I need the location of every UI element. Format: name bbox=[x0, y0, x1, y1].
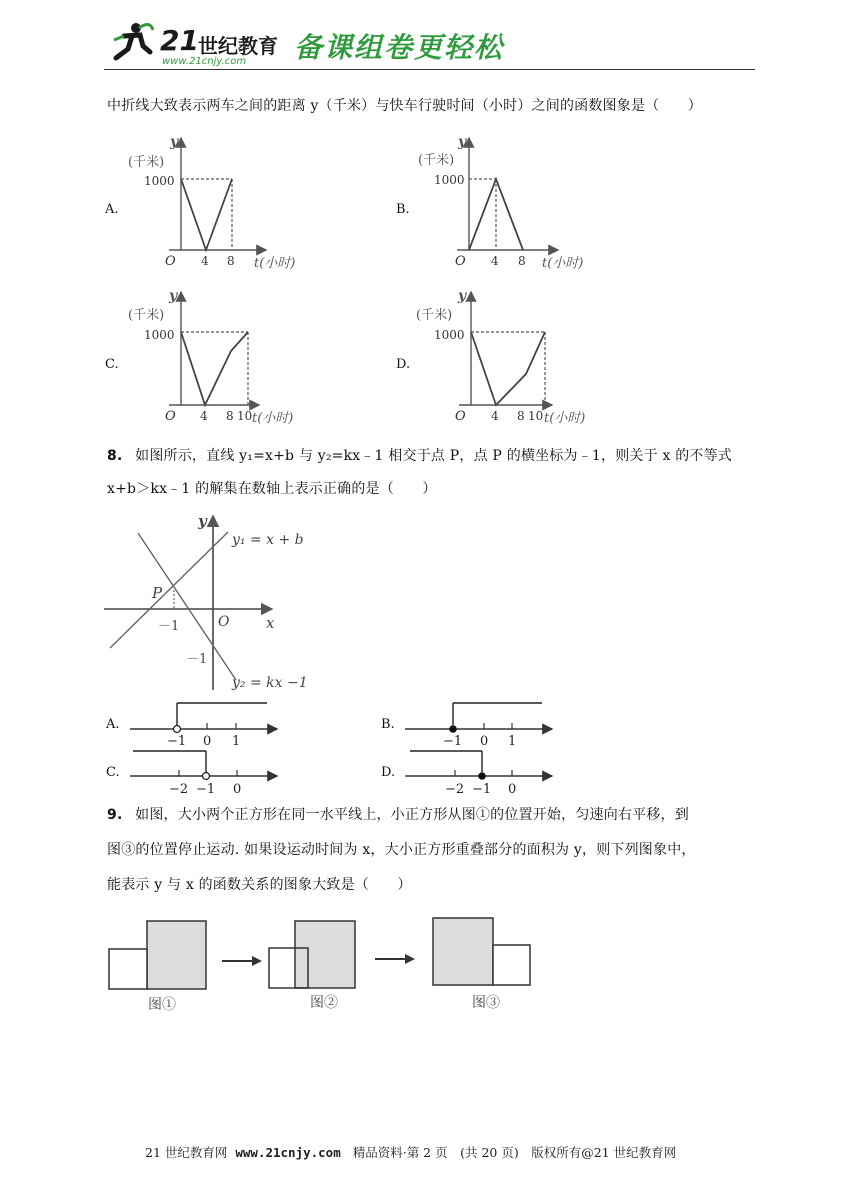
q8-numberline-b bbox=[400, 697, 560, 749]
q8-option-label: D. bbox=[381, 765, 396, 780]
x-axis-label: t(小时) bbox=[544, 411, 586, 426]
question-number: 9. bbox=[107, 807, 123, 823]
figure-caption: 图① bbox=[148, 997, 176, 1013]
tick-label: −1 bbox=[167, 734, 187, 749]
y-axis-label: y bbox=[198, 512, 207, 530]
q8-figure bbox=[100, 508, 320, 694]
q9-line-2: 图③的位置停止运动. 如果设运动时间为 x，大小正方形重叠部分的面积为 y，则下列图象中， bbox=[107, 842, 696, 858]
footer-url[interactable]: www.21cnjy.com bbox=[235, 1145, 341, 1160]
tick-label: −1 bbox=[472, 782, 492, 797]
x-tick-label: 4 bbox=[491, 254, 499, 268]
x-axis-label: t(小时) bbox=[254, 256, 296, 271]
q8-numberline-a bbox=[125, 697, 285, 749]
figure-caption: 图② bbox=[310, 995, 338, 1011]
footer-page-info: 精品资料·第 2 页 (共 20 页) 版权所有@21 世纪教育网 bbox=[352, 1145, 677, 1160]
logo-number: 21 bbox=[160, 24, 199, 57]
y-unit-label: (千米) bbox=[418, 153, 455, 168]
origin-label: O bbox=[165, 409, 176, 424]
header-rule bbox=[104, 69, 755, 70]
y-unit-label: (千米) bbox=[416, 308, 453, 323]
y-tick-label: 1000 bbox=[144, 174, 175, 188]
q8-option-label: B. bbox=[381, 717, 395, 732]
q8-numberline-c bbox=[125, 746, 285, 798]
y-unit-label: (千米) bbox=[128, 155, 165, 170]
q7-graph-c bbox=[124, 284, 314, 430]
y-unit-label: (千米) bbox=[128, 308, 165, 323]
y-tick-label: 1000 bbox=[434, 173, 465, 187]
q9-figure bbox=[100, 910, 550, 1020]
figure-caption: 图③ bbox=[472, 995, 500, 1011]
x-axis-label: x bbox=[266, 614, 275, 632]
tick-label: −1 bbox=[196, 782, 216, 797]
line1-label: y₁ = x + b bbox=[232, 532, 304, 548]
tick-label: −2 bbox=[445, 782, 465, 797]
line2-label: y₂ = kx −1 bbox=[232, 675, 308, 691]
origin-label: O bbox=[218, 614, 230, 630]
q7-option-label: A. bbox=[105, 202, 119, 217]
tick-label: 0 bbox=[508, 782, 517, 797]
q9-text-1: 如图，大小两个正方形在同一水平线上，小正方形从图①的位置开始，匀速向右平移，到 bbox=[135, 807, 689, 823]
x-tick-label: 10 bbox=[237, 409, 253, 423]
y-axis-label: y bbox=[169, 288, 178, 304]
x-tick-label: 4 bbox=[200, 409, 208, 423]
q7-graph-b bbox=[412, 128, 592, 276]
point-label: P bbox=[152, 584, 163, 602]
tick-label: −1 bbox=[443, 734, 463, 749]
y-axis-label: y bbox=[458, 288, 467, 304]
tick-label: 0 bbox=[203, 734, 212, 749]
q8-numberline-d bbox=[400, 746, 560, 798]
page-header bbox=[104, 20, 754, 72]
tick-label: 0 bbox=[233, 782, 242, 797]
q7-option-label: C. bbox=[105, 357, 119, 372]
x-tick-label: －1 bbox=[158, 619, 180, 634]
y-tick-label: －1 bbox=[186, 652, 208, 667]
tick-label: 1 bbox=[508, 734, 517, 749]
q9-line-1 bbox=[107, 808, 689, 822]
origin-label: O bbox=[455, 409, 466, 424]
x-tick-label: 8 bbox=[227, 254, 235, 268]
q7-stem: 中折线大致表示两车之间的距离 y（千米）与快车行驶时间（小时）之间的函数图象是（ ） bbox=[107, 98, 702, 114]
q8-line-1 bbox=[107, 449, 732, 463]
q7-graph-a bbox=[124, 128, 304, 276]
q8-option-label: C. bbox=[106, 765, 120, 780]
question-number: 8. bbox=[107, 448, 123, 464]
page-footer bbox=[145, 1143, 676, 1161]
q8-option-label: A. bbox=[106, 717, 120, 732]
q7-option-label: B. bbox=[396, 202, 410, 217]
x-tick-label: 8 bbox=[226, 409, 234, 423]
header-slogan: 备课组卷更轻松 bbox=[294, 31, 505, 64]
x-tick-label: 8 bbox=[518, 254, 526, 268]
footer-site: 21 世纪教育网 bbox=[145, 1145, 228, 1160]
q7-option-label: D. bbox=[396, 357, 411, 372]
x-tick-label: 4 bbox=[491, 409, 499, 423]
logo-brand: 世纪教育 bbox=[198, 34, 278, 58]
origin-label: O bbox=[455, 254, 466, 269]
x-tick-label: 4 bbox=[201, 254, 209, 268]
x-axis-label: t(小时) bbox=[542, 256, 584, 271]
runner-logo-icon bbox=[110, 22, 154, 64]
tick-label: 1 bbox=[232, 734, 241, 749]
tick-label: −2 bbox=[169, 782, 189, 797]
x-tick-label: 8 bbox=[517, 409, 525, 423]
origin-label: O bbox=[165, 254, 176, 269]
y-axis-label: y bbox=[170, 134, 179, 150]
y-tick-label: 1000 bbox=[144, 328, 175, 342]
logo-url: www.21cnjy.com bbox=[162, 56, 247, 67]
q8-line-2: x+b＞kx﹣1 的解集在数轴上表示正确的是（ ） bbox=[107, 481, 437, 497]
y-axis-label: y bbox=[458, 134, 467, 150]
y-tick-label: 1000 bbox=[434, 328, 465, 342]
q8-text-1: 如图所示，直线 y₁=x+b 与 y₂=kx﹣1 相交于点 P，点 P 的横坐标为﹣1，则关于 x 的不等式 bbox=[135, 448, 732, 464]
tick-label: 0 bbox=[480, 734, 489, 749]
q7-graph-d bbox=[412, 284, 602, 430]
q9-line-3: 能表示 y 与 x 的函数关系的图象大致是（ ） bbox=[107, 877, 412, 893]
x-axis-label: t(小时) bbox=[252, 411, 294, 426]
x-tick-label: 10 bbox=[528, 409, 544, 423]
